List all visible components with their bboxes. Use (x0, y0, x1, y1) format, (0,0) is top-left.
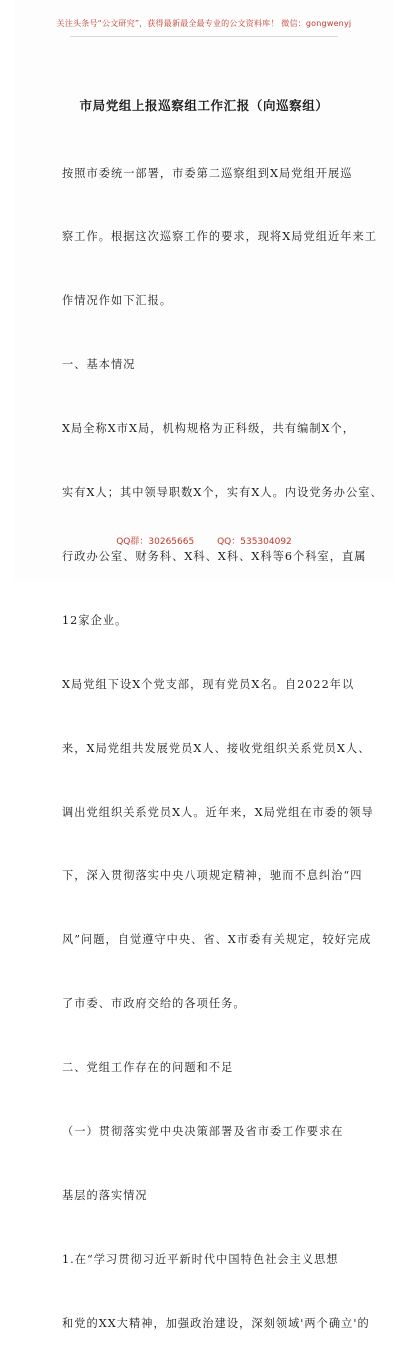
subsection-heading: （一）贯彻落实党中央决策部署及省市委工作要求在 (62, 1124, 344, 1138)
section-heading: 二、党组工作存在的问题和不足 (62, 1061, 234, 1075)
body-line: 按照市委统一部署，市委第二巡察组到X局党组开展巡 (62, 166, 353, 180)
body-line: 12家企业。 (62, 613, 128, 627)
document-body (62, 120, 383, 1355)
body-line: 1.在“学习贯彻习近平新时代中国特色社会主义思想 (62, 1252, 339, 1266)
body-line: 调出党组织关系党员X人。近年来，X局党组在市委的领导 (62, 805, 374, 819)
header-divider (70, 36, 338, 37)
body-line: 来，X局党组共发展党员X人、接收党组织关系党员X人、 (62, 741, 371, 755)
body-line: 下，深入贯彻落实中央八项规定精神，驰而不息纠治“四 (62, 869, 363, 883)
footer-contact (0, 534, 408, 547)
body-line: 实有X人；其中领导职数X个，实有X人。内设党务办公室、 (62, 486, 383, 500)
body-line: 了市委、市政府交给的各项任务。 (62, 997, 246, 1011)
body-line: 察工作。根据这次巡察工作的要求，现将X局党组近年来工 (62, 230, 377, 244)
body-line: X局全称X市X局，机构规格为正科级，共有编制X个， (62, 422, 356, 436)
body-line: 作情况作如下汇报。 (62, 294, 173, 308)
subsection-heading: 基层的落实情况 (62, 1188, 148, 1202)
document-title: 市局党组上报巡察组工作汇报（向巡察组） (79, 98, 329, 113)
header-notice: 关注头条号“公文研究”，获得最新最全最专业的公文资料库！ 微信：gongwenyj (56, 19, 352, 28)
body-line: 风”问题，自觉遵守中央、省、X市委有关规定，较好完成 (62, 933, 372, 947)
body-line: 行政办公室、财务科、X科、X科、X科等6个科室，直属 (62, 549, 367, 563)
footer-qq: QQ：535304092 (217, 537, 292, 547)
body-line: X局党组下设X个党支部，现有党员X名。自2022年以 (62, 677, 355, 691)
body-line: 和党的XX大精神，加强政治建设，深刻领域'两个确立'的 (62, 1316, 370, 1330)
footer-qq-group: QQ群：30265665 (116, 537, 195, 547)
section-heading: 一、基本情况 (62, 358, 136, 372)
